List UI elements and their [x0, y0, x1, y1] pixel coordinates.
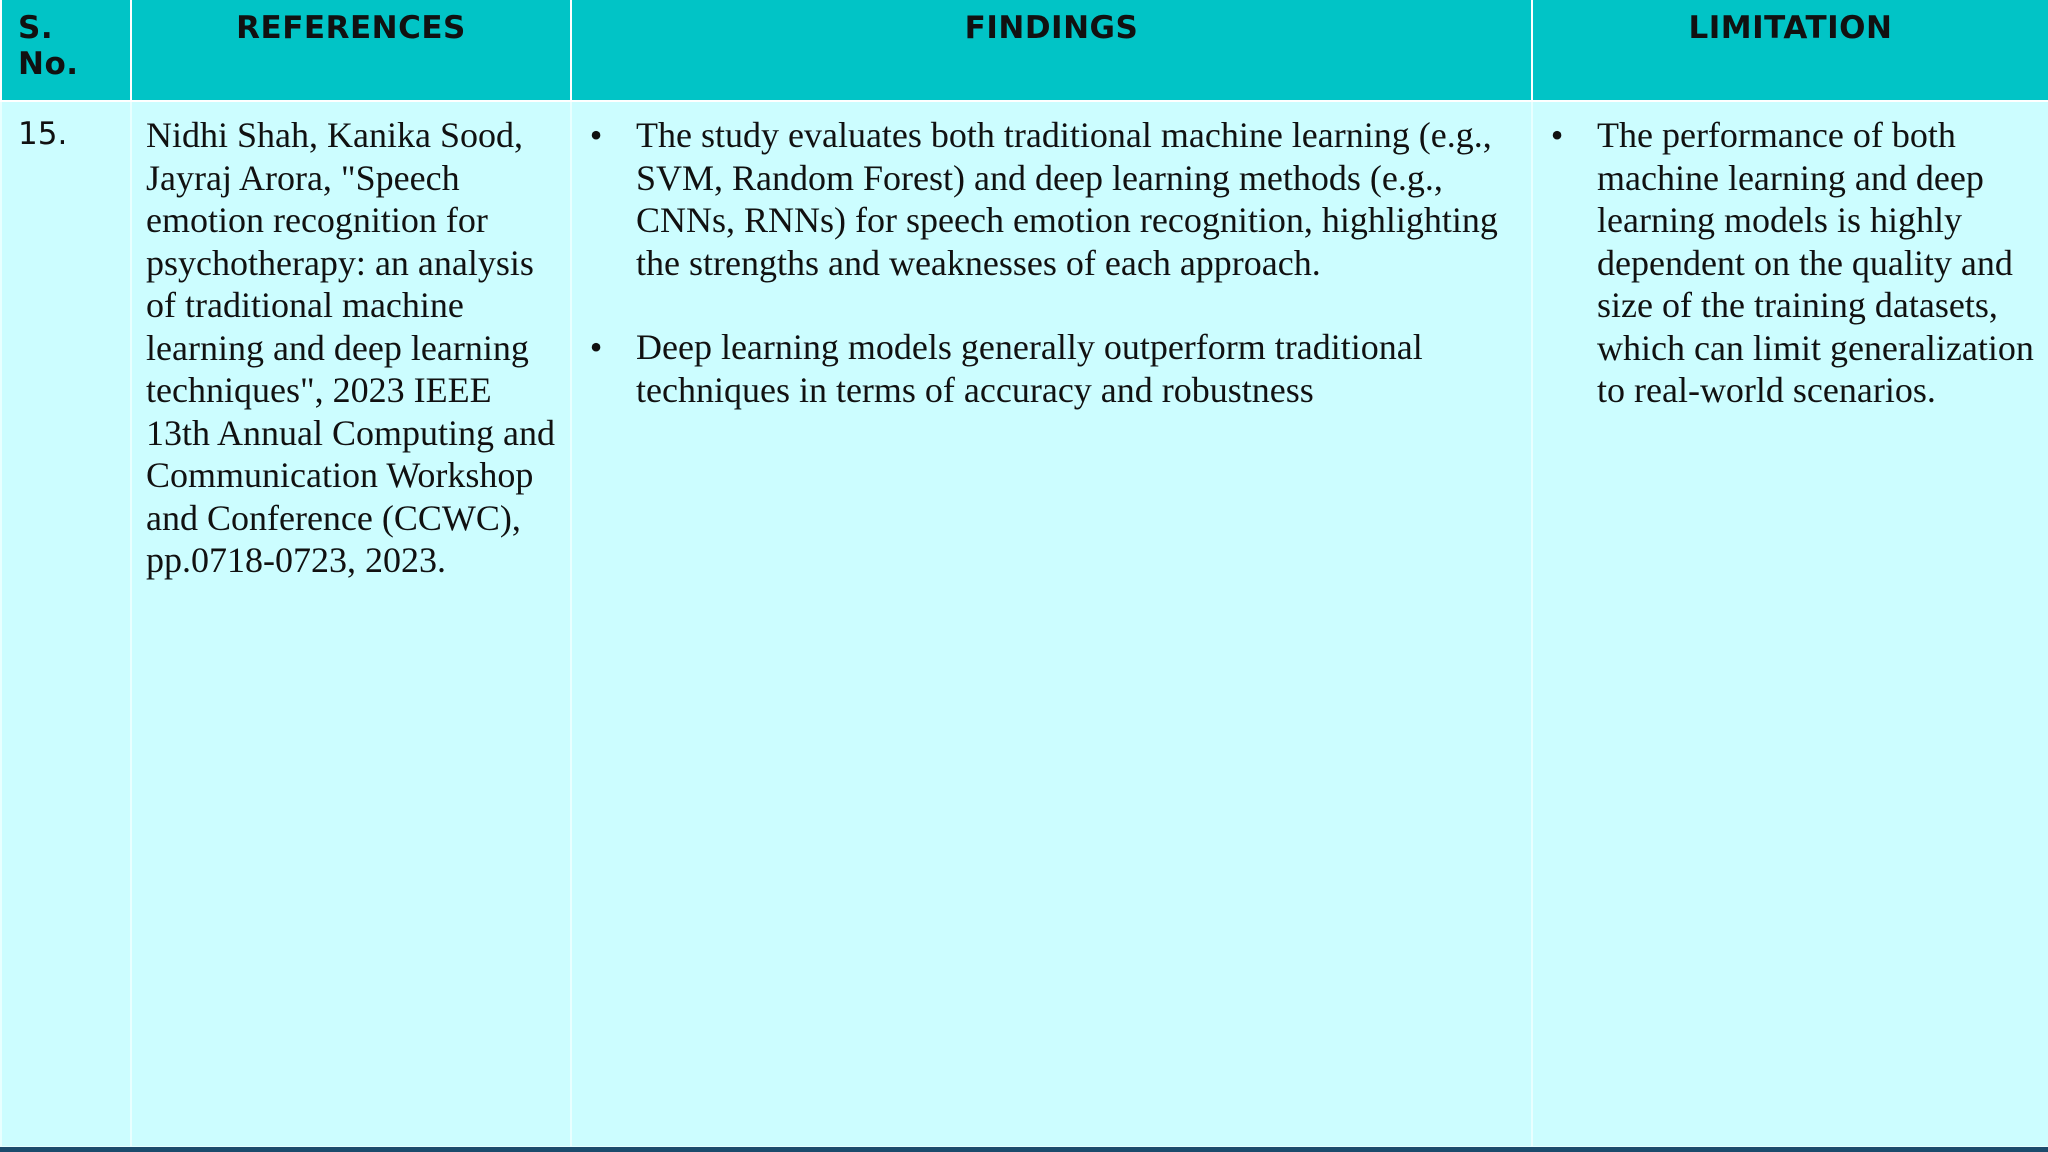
header-references: REFERENCES [131, 0, 571, 101]
limitation-item [1550, 114, 2035, 412]
bullet-icon: • [1550, 115, 1564, 155]
bullet-icon: • [589, 115, 603, 155]
header-findings: FINDINGS [571, 0, 1532, 101]
header-row [1, 0, 2048, 101]
findings-list [572, 102, 1531, 411]
findings-item-text: The study evaluates both traditional machine learning (e.g., SVM, Random Forest) and deep learning methods (e.g., CNNs, RNNs) for speech emotion recognition, highlighting the strengths and weaknesses of each approach. [636, 115, 1498, 283]
bullet-icon: • [589, 327, 603, 367]
findings-item-text: Deep learning models generally outperform traditional techniques in terms of accuracy and robustness [636, 327, 1423, 410]
table-row [1, 101, 2048, 1147]
findings-item [589, 114, 1507, 284]
row-reference-cell: Nidhi Shah, Kanika Sood, Jayraj Arora, "Speech emotion recognition for psychotherapy: an analysis of traditional machine learning and deep learning techniques", 2023 IEEE 13th Annual Computing and Communication Workshop and Conference (CCWC), pp.0718-0723, 2023. [131, 101, 571, 1147]
slide-bottom-bar [0, 1147, 2048, 1152]
limitation-item-text: The performance of both machine learning and deep learning models is highly dependent on the quality and size of the training datasets, which can limit generalization to real-world scenarios. [1597, 115, 2034, 410]
row-findings-cell [571, 101, 1532, 1147]
row-limitation-cell [1532, 101, 2048, 1147]
row-sno-cell: 15. [1, 101, 131, 1147]
findings-item [589, 326, 1507, 411]
limitation-list [1533, 102, 2048, 412]
header-sno: S. No. [1, 0, 131, 101]
header-limitation: LIMITATION [1532, 0, 2048, 101]
